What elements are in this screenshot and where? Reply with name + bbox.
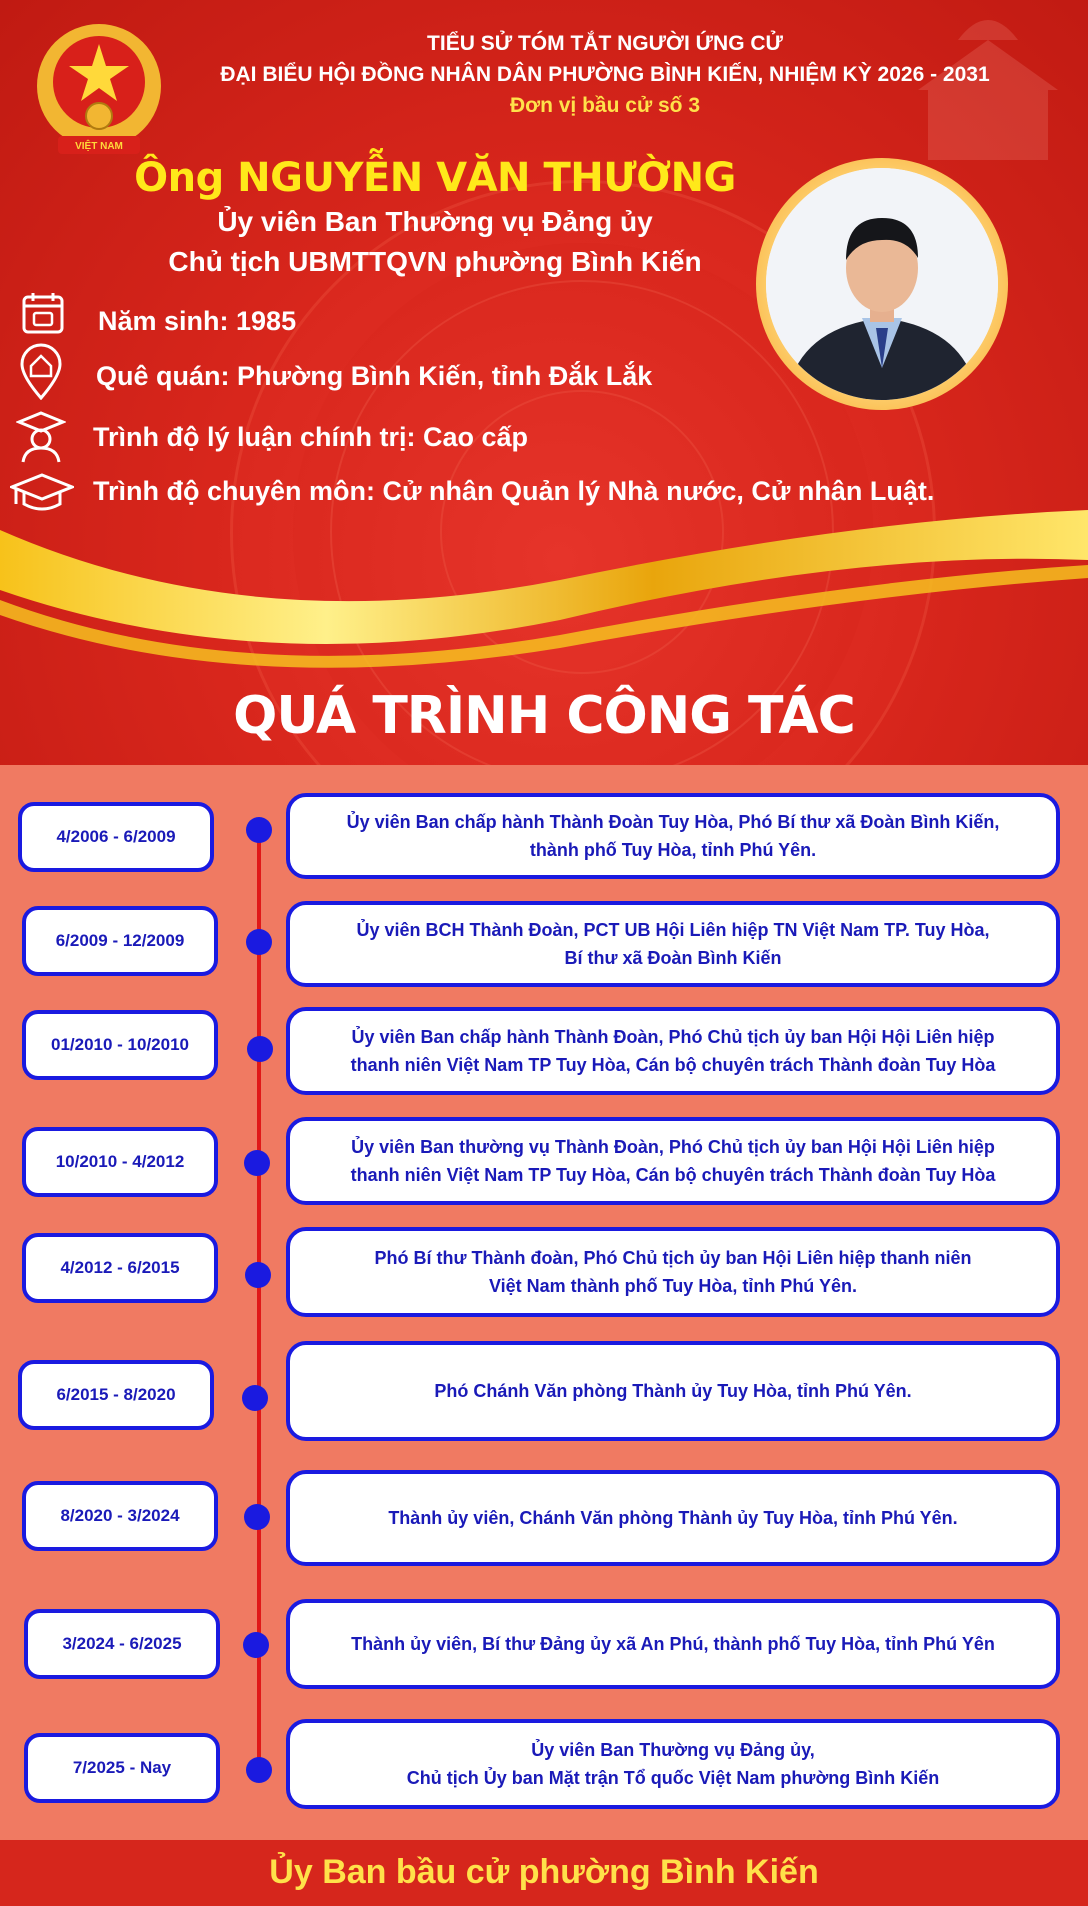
timeline-description: Thành ủy viên, Bí thư Đảng ủy xã An Phú, thành phố Tuy Hòa, tỉnh Phú Yên [286,1599,1060,1689]
timeline-dot [244,1150,270,1176]
section-title: QUÁ TRÌNH CÔNG TÁC [233,686,855,746]
timeline-dot [246,929,272,955]
timeline-dot [246,817,272,843]
timeline-description: Ủy viên Ban chấp hành Thành Đoàn, Phó Chủ tịch ủy ban Hội Hội Liên hiệp thanh niên Việt Nam TP Tuy Hòa, Cán bộ chuyên trách Thành đoàn Tuy Hòa [286,1007,1060,1095]
graduate-icon [16,410,66,464]
timeline-date: 7/2025 - Nay [24,1733,220,1803]
header-unit: Đơn vị bầu cử số 3 [509,94,700,117]
gold-ribbon [0,470,1088,700]
timeline-description: Phó Bí thư Thành đoàn, Phó Chủ tịch ủy ban Hội Liên hiệp thanh niên Việt Nam thành phố Tuy Hòa, tỉnh Phú Yên. [286,1227,1060,1317]
timeline-date: 4/2006 - 6/2009 [18,802,214,872]
info-professional-level: Trình độ chuyên môn: Cử nhân Quản lý Nhà nước, Cử nhân Luật. [93,476,935,506]
timeline-date: 10/2010 - 4/2012 [22,1127,218,1197]
timeline-description: Phó Chánh Văn phòng Thành ủy Tuy Hòa, tỉnh Phú Yên. [286,1341,1060,1441]
timeline-dot [247,1036,273,1062]
calendar-icon [20,290,66,336]
home-pin-icon [18,342,64,400]
header-title: TIỂU SỬ TÓM TẮT NGƯỜI ỨNG CỬ [427,32,783,55]
timeline-dot [242,1385,268,1411]
timeline-description: Ủy viên Ban chấp hành Thành Đoàn Tuy Hòa, Phó Bí thư xã Đoàn Bình Kiến, thành phố Tuy Hòa, tỉnh Phú Yên. [286,793,1060,879]
info-political-level: Trình độ lý luận chính trị: Cao cấp [93,422,529,452]
info-birth-year: Năm sinh: 1985 [98,306,297,336]
timeline-dot [244,1504,270,1530]
timeline-date: 6/2009 - 12/2009 [22,906,218,976]
timeline-dot [246,1757,272,1783]
timeline-description: Ủy viên Ban Thường vụ Đảng ủy, Chủ tịch Ủy ban Mặt trận Tổ quốc Việt Nam phường Bình Kiến [286,1719,1060,1809]
timeline-description: Ủy viên BCH Thành Đoàn, PCT UB Hội Liên hiệp TN Việt Nam TP. Tuy Hòa, Bí thư xã Đoàn Bình Kiến [286,901,1060,987]
candidate-role-2: Chủ tịch UBMTTQVN phường Bình Kiến [168,246,702,277]
info-hometown: Quê quán: Phường Bình Kiến, tỉnh Đắk Lắk [96,361,653,391]
timeline-date: 8/2020 - 3/2024 [22,1481,218,1551]
national-emblem-icon [28,20,170,162]
footer-text: Ủy Ban bầu cử phường Bình Kiến [269,1853,819,1891]
timeline-date: 01/2010 - 10/2010 [22,1010,218,1080]
candidate-photo [766,168,998,400]
timeline-date: 6/2015 - 8/2020 [18,1360,214,1430]
portrait-icon [766,168,998,400]
candidate-name: Ông NGUYỄN VĂN THƯỜNG [134,155,736,201]
timeline-date: 3/2024 - 6/2025 [24,1609,220,1679]
timeline-dot [243,1632,269,1658]
timeline-description: Ủy viên Ban thường vụ Thành Đoàn, Phó Chủ tịch ủy ban Hội Hội Liên hiệp thanh niên Việt Nam TP Tuy Hòa, Cán bộ chuyên trách Thành đoàn Tuy Hòa [286,1117,1060,1205]
candidate-role-1: Ủy viên Ban Thường vụ Đảng ủy [217,206,653,237]
timeline-dot [245,1262,271,1288]
emblem-caption: VIỆT NAM [75,141,123,152]
timeline-description: Thành ủy viên, Chánh Văn phòng Thành ủy Tuy Hòa, tỉnh Phú Yên. [286,1470,1060,1566]
timeline-date: 4/2012 - 6/2015 [22,1233,218,1303]
header-subtitle: ĐẠI BIỂU HỘI ĐỒNG NHÂN DÂN PHƯỜNG BÌNH KIẾN, NHIỆM KỲ 2026 - 2031 [220,63,990,86]
